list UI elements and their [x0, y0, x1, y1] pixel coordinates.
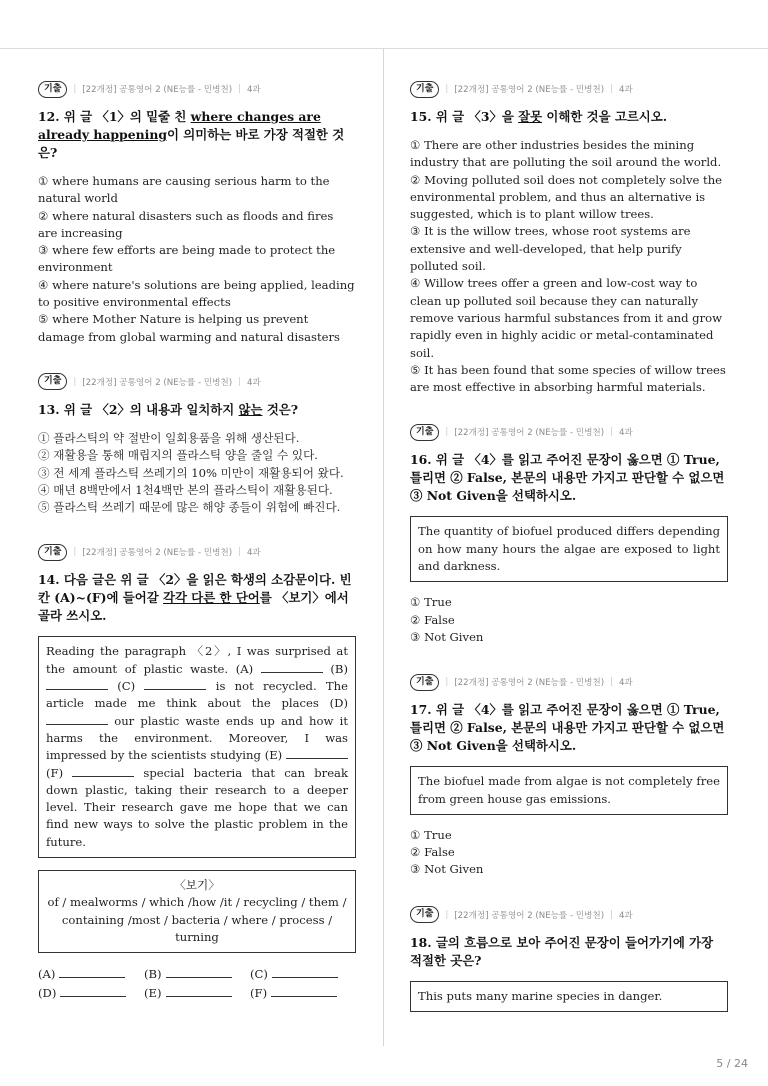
source-lesson: 4과 — [618, 910, 633, 921]
blank-e — [286, 747, 348, 759]
source-lesson: 4과 — [618, 428, 633, 439]
option[interactable]: ① There are other industries besides the mining industry that are polluting the soil around the world. — [410, 138, 722, 170]
source-course: [22개정] 공통영어 2 (NE능률 - 민병천) — [82, 548, 233, 559]
option[interactable]: ② where natural disasters such as floods and fires are increasing — [38, 208, 334, 240]
option[interactable]: ⑤ where Mother Nature is helping us prevent damage from global warming and natural disasters — [38, 312, 340, 344]
answer-blanks: (A) (B) (C) (D) (E) (F) — [38, 965, 356, 1002]
source-tag: 기출 | [22개정] 공통영어 2 (NE능률 - 민병천) | 4과 — [410, 673, 728, 691]
source-tag: 기출 | [22개정] 공통영어 2 (NE능률 - 민병천) | 4과 — [410, 423, 728, 441]
blank-a — [261, 661, 323, 673]
answer-blank-b[interactable] — [166, 965, 232, 978]
source-tag: 기출 | [22개정] 공통영어 2 (NE능률 - 민병천) | 4과 — [38, 543, 356, 561]
option[interactable]: ③ Not Given — [410, 629, 484, 644]
column-divider — [383, 48, 384, 1046]
source-lesson: 4과 — [618, 678, 633, 689]
option[interactable]: ③ Not Given — [410, 862, 484, 877]
source-badge: 기출 — [410, 424, 439, 441]
source-badge: 기출 — [410, 81, 439, 98]
blank-f — [72, 765, 134, 777]
source-course: [22개정] 공통영어 2 (NE능률 - 민병천) — [454, 428, 605, 439]
answer-blank-c[interactable] — [272, 965, 338, 978]
source-badge: 기출 — [410, 674, 439, 691]
source-badge: 기출 — [38, 81, 67, 98]
question-14 — [38, 543, 356, 1002]
word-bank-title: 〈보기〉 — [174, 878, 220, 893]
question-title: 14. 다음 글은 위 글 〈2〉을 읽은 학생의 소감문이다. 빈칸 (A)~(F)에 들어갈 각각 다른 한 단어를 〈보기〉에서 골라 쓰시오. — [38, 572, 352, 624]
answer-options — [410, 594, 728, 646]
word-bank-words: of / mealworms / which /how /it / recycling / them / containing /most / bacteria / where / process / turning — [47, 895, 347, 944]
source-course: [22개정] 공통영어 2 (NE능률 - 민병천) — [82, 377, 233, 388]
source-course: [22개정] 공통영어 2 (NE능률 - 민병천) — [454, 85, 605, 95]
option[interactable]: ③ It is the willow trees, whose root systems are extensive and well-developed, that help purify polluted soil. — [410, 224, 691, 274]
source-lesson: 4과 — [246, 85, 261, 95]
source-course: [22개정] 공통영어 2 (NE능률 - 민병천) — [454, 910, 605, 921]
answer-options — [410, 137, 728, 396]
source-badge: 기출 — [410, 906, 439, 923]
source-course: [22개정] 공통영어 2 (NE능률 - 민병천) — [82, 85, 233, 95]
answer-blank-a[interactable] — [59, 965, 125, 978]
header-divider — [0, 48, 768, 49]
option[interactable]: ② False — [410, 845, 455, 860]
option[interactable]: ② Moving polluted soil does not completely solve the environmental problem, and thus an alternative is suggested, which is to plant willow trees. — [410, 172, 723, 222]
option[interactable]: ① where humans are causing serious harm to the natural world — [38, 174, 330, 206]
question-title: 18. 글의 흐름으로 보아 주어진 문장이 들어가기에 가장 적절한 곳은? — [410, 934, 714, 968]
passage-box: Reading the paragraph 〈2〉, I was surprised at the amount of plastic waste. (A) (B) (C) is not recycled. The article made me think about the places (D) our plastic waste ends up and how it harms the environment. Moreover, I was impressed by the scientists studying (E) (F) special bacteria that can break down plastic, taking their research to a deeper level. Their research gave me hope that we can find new ways to solve the plastic problem in the future. — [38, 636, 356, 858]
source-lesson: 4과 — [246, 548, 261, 559]
source-course: [22개정] 공통영어 2 (NE능률 - 민병천) — [454, 678, 605, 689]
source-tag: 기출 | [22개정] 공통영어 2 (NE능률 - 민병천) | 4과 — [38, 80, 356, 98]
question-15 — [410, 80, 728, 396]
question-16 — [410, 423, 728, 646]
source-lesson: 4과 — [618, 85, 633, 95]
option[interactable]: ① True — [410, 595, 452, 610]
left-column — [38, 80, 356, 1029]
question-title: 13. 위 글 〈2〉의 내용과 일치하지 않는 것은? — [38, 401, 299, 417]
question-title: 15. 위 글 〈3〉을 잘못 이해한 것을 고르시오. — [410, 109, 668, 124]
blank-b — [46, 678, 108, 690]
blank-c — [144, 678, 206, 690]
answer-blank-e[interactable] — [166, 984, 232, 997]
blank-d — [46, 713, 108, 725]
question-title: 17. 위 글 〈4〉를 읽고 주어진 문장이 옳으면 ① True, 틀리면 ② False, 본문의 내용만 가지고 판단할 수 없으면 ③ Not Given을 선택하시오. — [410, 702, 725, 754]
question-17 — [410, 673, 728, 878]
option[interactable]: ⑤ 플라스틱 쓰레기 때문에 많은 해양 종들이 위험에 빠진다. — [38, 500, 341, 515]
option[interactable]: ④ 매년 8백만에서 1천4백만 본의 플라스틱이 재활용된다. — [38, 482, 333, 497]
statement-box: The quantity of biofuel produced differs depending on how many hours the algae are exposed to light and darkness. — [410, 516, 728, 582]
answer-blank-d[interactable] — [60, 984, 126, 997]
source-tag: 기출 | [22개정] 공통영어 2 (NE능률 - 민병천) | 4과 — [410, 906, 728, 924]
option[interactable]: ④ Willow trees offer a green and low-cost way to clean up polluted soil because they can naturally remove various harmful substances from it and grow rapidly even in highly acidic or metal-contaminated soil. — [410, 276, 723, 360]
answer-options — [38, 430, 356, 516]
statement-box: The biofuel made from algae is not completely free from green house gas emissions. — [410, 766, 728, 815]
source-tag: 기출 | [22개정] 공통영어 2 (NE능률 - 민병천) | 4과 — [38, 373, 356, 391]
source-badge: 기출 — [38, 373, 67, 390]
option[interactable]: ① 플라스틱의 약 절반이 일회용품을 위해 생산된다. — [38, 430, 300, 445]
source-tag: 기출 | [22개정] 공통영어 2 (NE능률 - 민병천) | 4과 — [410, 80, 728, 98]
option[interactable]: ④ where nature's solutions are being applied, leading to positive environmental effects — [38, 277, 355, 310]
option[interactable]: ① True — [410, 827, 452, 842]
question-title: 16. 위 글 〈4〉를 읽고 주어진 문장이 옳으면 ① True, 틀리면 ② False, 본문의 내용만 가지고 판단할 수 없으면 ③ Not Given을 선택하시오. — [410, 452, 725, 504]
answer-options — [38, 173, 356, 346]
option[interactable]: ⑤ It has been found that some species of willow trees are most effective in absorbing harmful materials. — [410, 362, 726, 395]
statement-box: This puts many marine species in danger. — [410, 981, 728, 1012]
question-12 — [38, 80, 356, 346]
question-13 — [38, 373, 356, 516]
option[interactable]: ② 재활용을 통해 매립지의 플라스틱 양을 줄일 수 있다. — [38, 448, 318, 463]
question-18 — [410, 906, 728, 1012]
word-bank-box — [38, 870, 356, 953]
source-badge: 기출 — [38, 544, 67, 561]
source-lesson: 4과 — [246, 377, 261, 388]
answer-blank-f[interactable] — [271, 984, 337, 997]
option[interactable]: ③ 전 세계 플라스틱 쓰레기의 10% 미만이 재활용되어 왔다. — [38, 465, 344, 480]
option[interactable]: ② False — [410, 612, 455, 627]
page-number: 5 / 24 — [716, 1057, 748, 1070]
option[interactable]: ③ where few efforts are being made to protect the environment — [38, 243, 336, 275]
answer-options — [410, 827, 728, 879]
question-title: 12. 위 글 〈1〉의 밑줄 친 where changes are already happening이 의미하는 바로 가장 적절한 것은? — [38, 109, 345, 160]
right-column — [410, 80, 728, 1039]
